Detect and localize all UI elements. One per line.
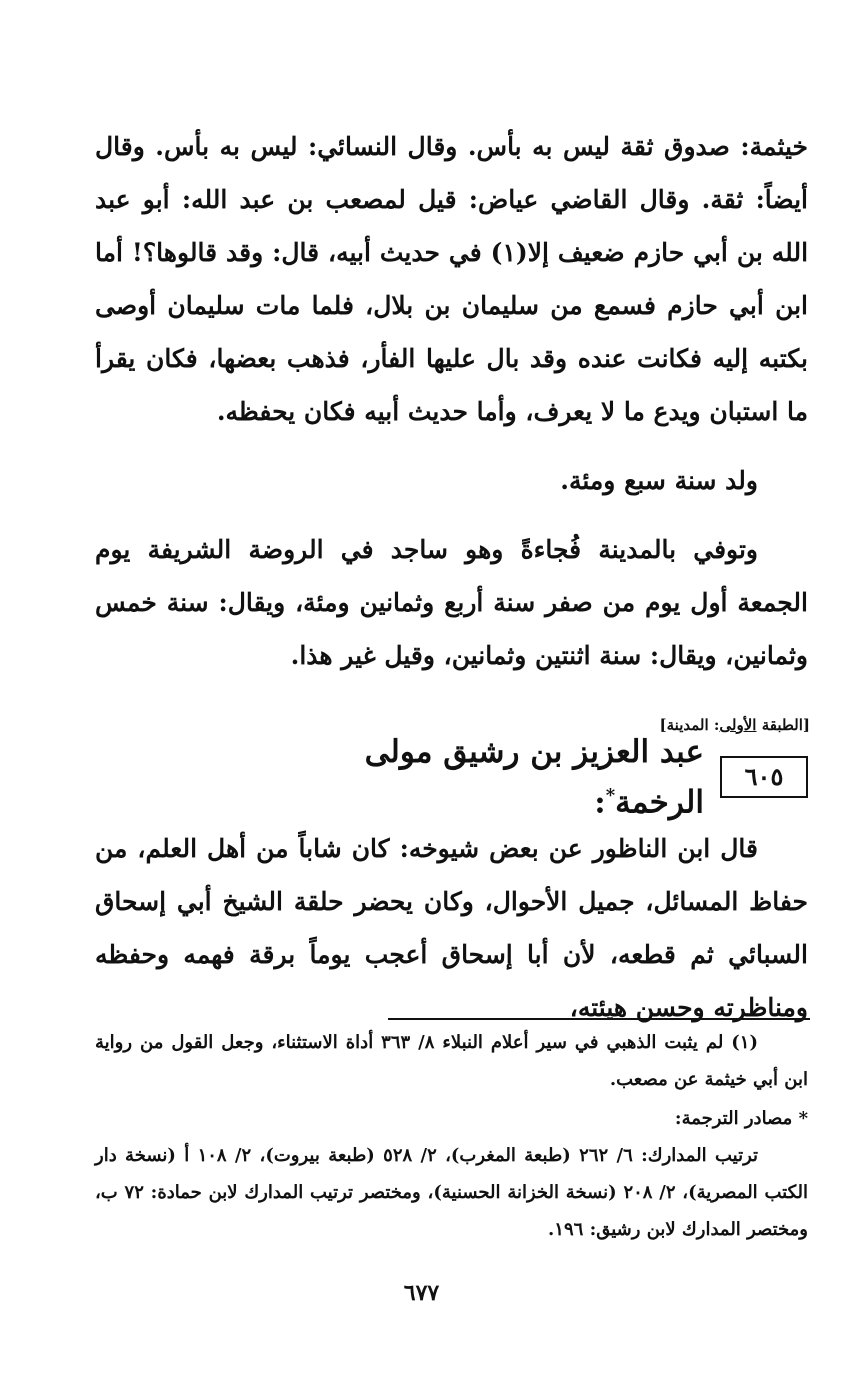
- entry-heading: [330, 733, 808, 821]
- footnotes: [95, 1024, 808, 1248]
- section-tag-part2: : المدينة]: [659, 716, 720, 734]
- paragraph-birth: ولد سنة سبع ومئة.: [560, 466, 758, 495]
- footnote-1: (١) لم يثبت الذهبي في سير أعلام النبلاء ٨/ ٣٦٣ أداة الاستثناء، وجعل القول من رواية ابن أبي خيثمة عن مصعب.: [95, 1032, 808, 1090]
- paragraph-biography: خيثمة: صدوق ثقة ليس به بأس. وقال النسائي: ليس به بأس. وقال أيضاً: ثقة. وقال القاضي عياض: قيل لمصعب بن عبد الله: أبو عبد الله بن أبي حازم ضعيف إلا(١) في حديث أبيه، قال: وقد قالوها؟! أما ابن أبي حازم فسمع من سليمان بن بلال، فلما مات سليمان أوصى بكتبه إليه فكانت عنده وقد بال عليها الفأر، فذهب بعضها، فكان يقرأ ما استبان ويدع ما لا يعرف، وأما حديث أبيه فكان يحفظه.: [95, 132, 809, 426]
- section-tag-underlined: الأولى: [719, 716, 757, 734]
- entry-title-suffix: :: [594, 784, 606, 821]
- page-number: ٦٧٧: [403, 1280, 440, 1306]
- entry-text-block: [95, 822, 808, 1034]
- entry-title-marker: *: [605, 784, 616, 806]
- sources-text: ترتيب المدارك: ٦/ ٢٦٢ (طبعة المغرب)، ٢/ ٥٢٨ (طبعة بيروت)، ٢/ ١٠٨ أ (نسخة دار الكتب المصرية)، ٢/ ٢٠٨ (نسخة الخزانة الحسنية)، ومختصر ترتيب المدارك لابن حمادة: ٧٢ ب، ومختصر المدارك لابن رشيق: ١٩٦.: [95, 1145, 809, 1240]
- paragraph-entry: قال ابن الناظور عن بعض شيوخه: كان شاباً من أهل العلم، من حفاظ المسائل، جميل الأحوال، وكان يحضر حلقة الشيخ أبي إسحاق السبائي ثم قطعه، لأن أبا إسحاق أعجب يوماً برقة فهمه وحفظه ومناظرته وحسن هيئته،: [95, 834, 808, 1022]
- main-text-block: [95, 120, 808, 682]
- sources-heading: * مصادر الترجمة:: [674, 1108, 808, 1129]
- entry-number-box: ٦٠٥: [720, 756, 808, 798]
- paragraph-death: وتوفي بالمدينة فُجاءةً وهو ساجد في الروضة الشريفة يوم الجمعة أول يوم من صفر سنة أربع وثمانين ومئة، ويقال: سنة خمس وثمانين، ويقال: سنة اثنتين وثمانين، وقيل غير هذا.: [95, 535, 808, 670]
- section-tag-part1: [الطبقة: [756, 716, 810, 734]
- entry-title: [330, 730, 704, 824]
- entry-title-text: عبد العزيز بن رشيق مولى الرخمة: [364, 733, 704, 821]
- footnote-divider: [388, 1018, 810, 1020]
